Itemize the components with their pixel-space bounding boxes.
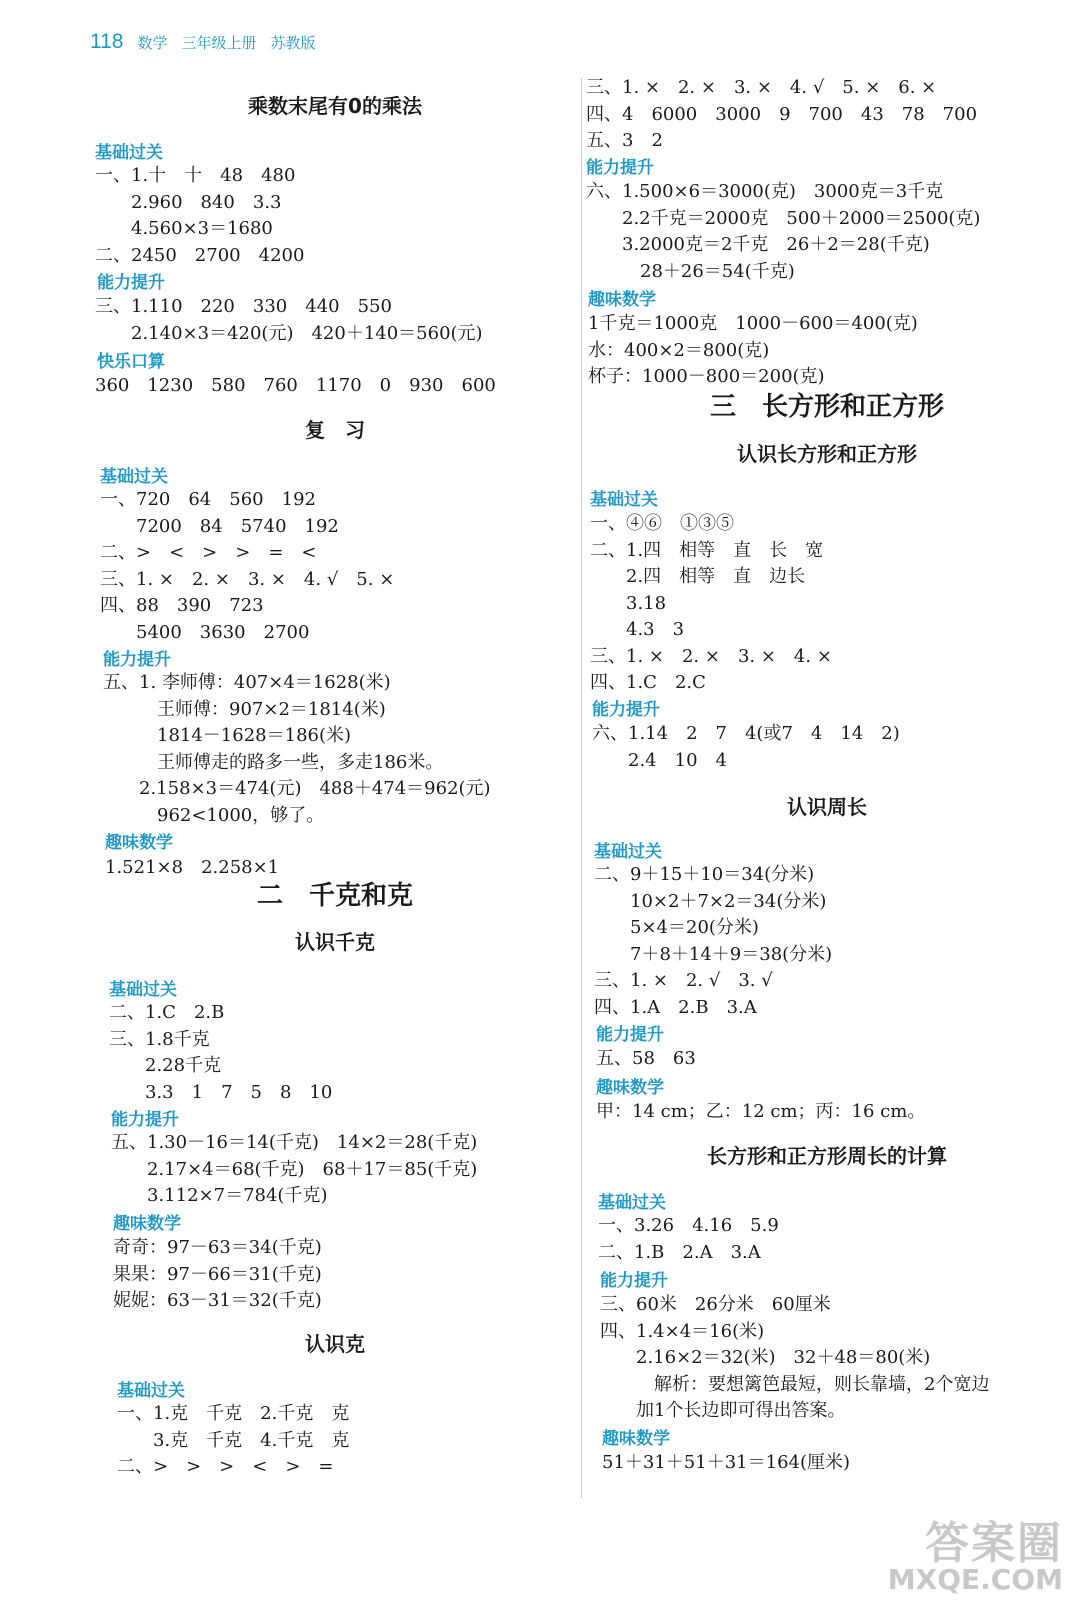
answer-block [117,1401,349,1481]
label-ability: 能力提升 [600,1271,668,1291]
section-title: 复 习 [305,418,365,442]
label-basic: 基础过关 [598,1193,666,1213]
answer-line: 2.16×2＝32(米) 32＋48＝80(米) [600,1347,931,1368]
answer-block [95,294,483,347]
answer-line: 3.克 千克 4.千克 克 [117,1429,350,1451]
answer-line: 2.4 10 4 [592,749,727,771]
unit-title: 三 长方形和正方形 [709,392,944,422]
answer-block [596,1046,696,1073]
answer-line: 10×2＋7×2＝34(分米) [594,890,827,912]
answer-line: 一、720 64 560 192 [100,489,316,510]
answer-block [594,862,832,1021]
answer-line: 五、58 63 [596,1048,696,1069]
answer-line: 2.960 840 3.3 [95,191,282,213]
header-subject: 数学 [137,34,168,52]
answer-line: 一、1.克 千克 2.千克 克 [117,1403,350,1424]
label-basic: 基础过关 [100,467,168,487]
answer-line: 一、1.十 十 48 480 [95,165,296,186]
answer-block [95,373,496,400]
answer-line: 二、1.B 2.A 3.A [598,1241,761,1263]
answer-line: 加1个长边即可得出答案。 [600,1400,846,1421]
answer-line: 二、9＋15＋10＝34(分米) [594,864,815,885]
section-title: 认识周长 [787,795,867,819]
answer-line: 二、1.C 2.B [109,1002,225,1023]
answer-line: 360 1230 580 760 1170 0 930 600 [95,375,496,396]
answer-line: 3.2000克＝2千克 26＋2＝28(千克) [586,234,930,255]
answer-line: 四、88 390 723 [100,595,264,616]
answer-line: 1.521×8 2.258×1 [105,857,280,878]
answer-line: 3.112×7＝784(千克) [111,1185,328,1206]
label-basic: 基础过关 [594,842,662,862]
answer-line: 1814－1628＝186(米) [103,725,352,746]
answer-line: 2.140×3＝420(元) 420＋140＝560(元) [95,322,483,344]
answer-line: 王师傅走的路多一些，多走186米。 [103,751,444,773]
answer-block [113,1235,322,1315]
answer-line: 六、1.500×6＝3000(克) 3000克＝3千克 [586,181,944,202]
answer-line: 二、1.四 相等 直 长 宽 [590,539,824,561]
answer-line: 王师傅：907×2＝1814(米) [103,698,386,720]
label-quick: 快乐口算 [97,352,165,372]
answer-block [600,1292,989,1425]
answer-line: 五、1. 李师傅：407×4＝1628(米) [103,672,391,693]
answer-line: 妮妮：63－31＝32(千克) [113,1290,322,1311]
answer-line: 51＋31＋51＋31＝164(厘米) [602,1452,851,1473]
answer-line: 五、3 2 [586,130,663,151]
answer-line: 4.560×3＝1680 [95,218,273,239]
answer-line: 奇奇：97－63＝34(千克) [113,1237,322,1258]
section-title: 认识长方形和正方形 [737,442,917,466]
answer-block [586,179,980,285]
answer-block [596,1099,925,1126]
answer-line: 四、1.A 2.B 3.A [594,996,757,1018]
header-grade: 三年级上册 [181,34,257,52]
answer-line: 2.2千克＝2000克 500＋2000＝2500(克) [586,207,981,229]
answer-block [592,721,900,774]
answer-line: 三、1.110 220 330 440 550 [95,296,392,317]
answer-line: 28＋26＝54(千克) [586,260,795,282]
answer-line: 杯子：1000－800＝200(克) [588,366,825,387]
page-header [90,30,316,54]
watermark-url: MXQE.COM [887,1563,1063,1596]
answer-line: 7＋8＋14＋9＝38(分米) [594,943,833,965]
answer-block [95,163,304,269]
answer-line: 三、60米 26分米 60厘米 [600,1294,831,1315]
answer-line: 二、> < > > = < [100,542,317,563]
answer-line: 一、3.26 4.16 5.9 [598,1215,779,1236]
answer-line: 1千克＝1000克 1000－600＝400(克) [588,313,918,334]
answer-line: 三、1.8千克 [109,1028,210,1050]
label-ability: 能力提升 [592,700,660,720]
answer-block [109,1000,332,1106]
answer-line: 六、1.14 2 7 4(或7 4 14 2) [592,723,900,744]
answer-block [103,670,491,829]
label-fun: 趣味数学 [588,290,656,310]
label-fun: 趣味数学 [105,833,173,853]
section-title: 长方形和正方形周长的计算 [707,1144,947,1168]
answer-line: 3.3 1 7 5 8 10 [109,1081,333,1103]
answer-line: 962<1000，够了。 [103,804,325,826]
answer-block [111,1130,477,1210]
label-ability: 能力提升 [596,1025,664,1045]
answer-line: 解析：要想篱笆最短，则长靠墙，2个宽边 [600,1373,990,1395]
answer-line: 四、1.C 2.C [590,672,706,693]
label-basic: 基础过关 [95,143,163,163]
answer-block [105,855,279,882]
page-number: 118 [90,30,124,53]
answer-line: 5×4＝20(分米) [594,917,759,938]
section-title: 认识千克 [295,930,375,954]
header-edition: 苏教版 [270,34,316,52]
answer-block [590,511,832,697]
answer-block [100,487,394,646]
answer-line: 2.158×3＝474(元) 488＋474＝962(元) [103,778,491,799]
answer-line: 三、1. × 2. × 3. × 4. √ 5. × [100,568,395,590]
answer-line: 7200 84 5740 192 [100,515,339,537]
answer-line: 3.18 [590,592,667,614]
answer-line: 2.17×4＝68(千克) 68＋17＝85(千克) [111,1158,478,1180]
label-fun: 趣味数学 [113,1214,181,1234]
column-divider [581,78,582,1498]
answer-line: 四、1.4×4＝16(米) [600,1320,765,1342]
answer-line: 2.四 相等 直 边长 [590,566,806,587]
answer-line: 4.3 3 [590,619,685,640]
answer-line: 二、2450 2700 4200 [95,244,305,266]
answer-line: 三、1. × 2. × 3. × 4. √ 5. × 6. × [586,77,937,98]
label-basic: 基础过关 [590,490,658,510]
answer-line: 水：400×2＝800(克) [588,339,770,361]
watermark-logo-text: 答案圈 [925,1518,1063,1569]
answer-line: 三、1. × 2. × 3. × 4. × [590,645,832,667]
label-ability: 能力提升 [586,158,654,178]
answer-block [598,1213,779,1266]
answer-line: 5400 3630 2700 [100,621,310,643]
section-title: 乘数末尾有0的乘法 [248,94,422,118]
label-ability: 能力提升 [111,1110,179,1130]
answer-line: 甲：14 cm；乙：12 cm；丙：16 cm。 [596,1101,926,1122]
answer-line: 五、1.30－16＝14(千克) 14×2＝28(千克) [111,1132,478,1153]
answer-line: 三、1. × 2. √ 3. √ [594,970,773,991]
answer-line: 四、4 6000 3000 9 700 43 78 700 [586,103,978,125]
answer-line: 一、④⑥ ①③⑤ [590,513,734,534]
answer-line: 二、> > > < > = [117,1456,334,1477]
section-title: 认识克 [305,1332,365,1356]
label-basic: 基础过关 [117,1381,185,1401]
label-fun: 趣味数学 [602,1429,670,1449]
answer-line: 2.28千克 [109,1055,222,1076]
label-fun: 趣味数学 [596,1078,664,1098]
answer-block [588,311,918,391]
label-ability: 能力提升 [103,650,171,670]
answer-block [586,75,977,155]
label-ability: 能力提升 [97,273,165,293]
watermark [887,1518,1063,1596]
answer-line: 果果：97－66＝31(千克) [113,1263,322,1285]
label-basic: 基础过关 [109,980,177,1000]
unit-title: 二 千克和克 [256,881,413,911]
answer-block [602,1450,850,1477]
